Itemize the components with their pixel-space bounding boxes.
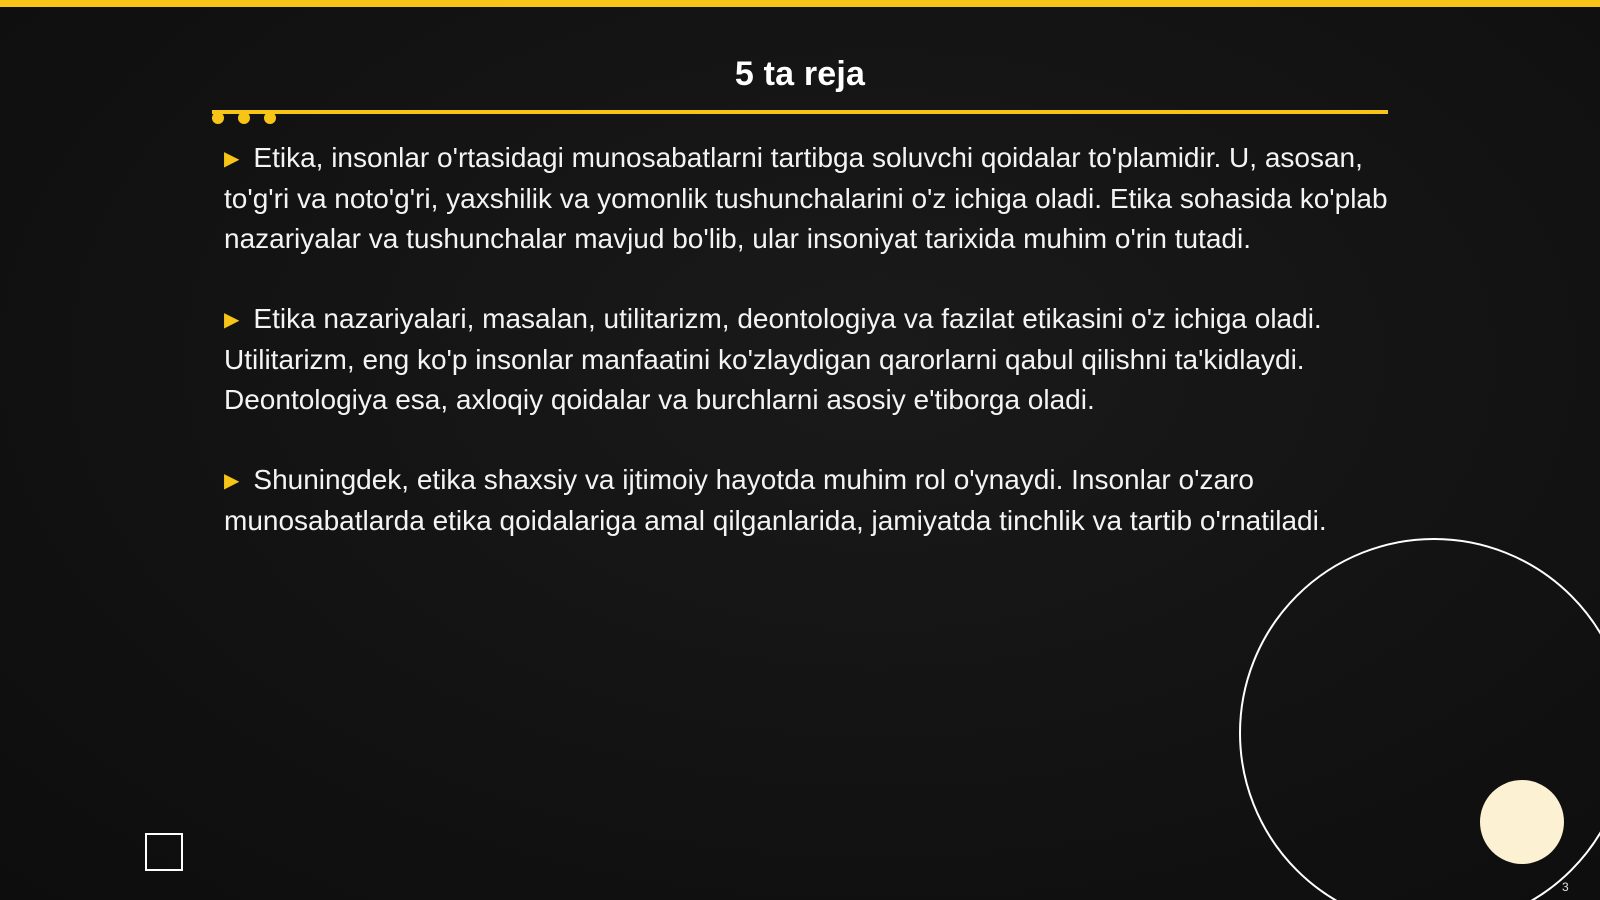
top-accent-bar xyxy=(0,0,1600,7)
decorative-dot xyxy=(264,112,276,124)
title-underline xyxy=(212,110,1388,114)
bullet-text: Etika, insonlar o'rtasidagi munosabatlarni tartibga soluvchi qoidalar to'plamidir. U, asosan, to'g'ri va noto'g'ri, yaxshilik va yomonlik tushunchalarini o'z ichiga oladi. Etika sohasida ko'plab nazariyalar va tushunchalar mavjud bo'lib, ular insoniyat tarixida muhim o'rin tutadi. xyxy=(224,142,1388,254)
bullet-triangle-icon: ▶ xyxy=(224,309,240,331)
bullet-triangle-icon: ▶ xyxy=(224,470,240,492)
decorative-square-outline xyxy=(145,833,183,871)
bullet-text: Etika nazariyalari, masalan, utilitarizm, deontologiya va fazilat etikasini o'z ichiga oladi. Utilitarizm, eng ko'p insonlar manfaatini ko'zlaydigan qarorlarni qabul qilishni ta'kidlaydi. Deontologiya esa, axloqiy qoidalar va burchlarni asosiy e'tiborga oladi. xyxy=(224,303,1322,415)
bullet-list xyxy=(224,138,1394,581)
decorative-dot xyxy=(238,112,250,124)
bullet-text: Shuningdek, etika shaxsiy va ijtimoiy hayotda muhim rol o'ynaydi. Insonlar o'zaro munosabatlarda etika qoidalariga amal qilganlarida, jamiyatda tinchlik va tartib o'rnatiladi. xyxy=(224,464,1327,536)
bullet-triangle-icon: ▶ xyxy=(224,148,240,170)
decorative-dot xyxy=(212,112,224,124)
slide-number: 3 xyxy=(1562,880,1569,894)
slide-title: 5 ta reja xyxy=(734,55,866,93)
decorative-filled-circle xyxy=(1480,780,1564,864)
bullet-paragraph-2 xyxy=(224,299,1394,420)
bullet-paragraph-3 xyxy=(224,460,1394,541)
bullet-paragraph-1 xyxy=(224,138,1394,259)
decorative-dots xyxy=(212,112,276,124)
